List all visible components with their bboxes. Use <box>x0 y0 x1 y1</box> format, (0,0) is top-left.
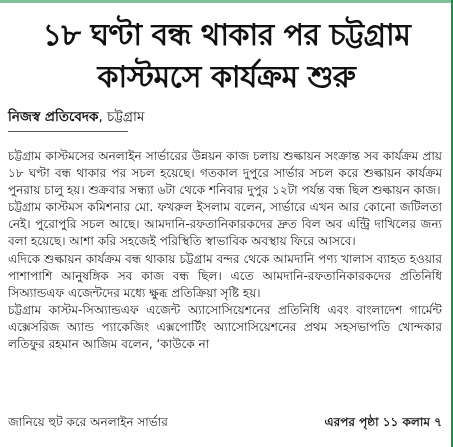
paragraph-3: এদিকে শুল্কায়ন কার্যক্রম বন্ধ থাকায় চট্টগ্রাম বন্দর থেকে আমদানি পণ্য খালাস ব্যাহত হওয়ার পাশাপাশি আনুষঙ্গিক সব কাজ বন্ধ ছিল। এতে আমদানি-রফতানিকারকদের প্রতিনিধি সিঅ্যান্ডএফ এজেন্টদের মধ্যে ক্ষুব্ধ প্রতিক্রিয়া সৃষ্টি হয়। <box>8 251 442 300</box>
paragraph-1: চট্টগ্রাম কাস্টমসের অনলাইন সার্ভারের উন্নয়ন কাজ চলায় শুল্কায়ন সংক্রান্ত সব কার্যক্রম প্রায় ১৮ ঘণ্টা বন্ধ থাকার পর সচল হয়েছে। গতকাল দুপুরে সার্ভার সচল করে শুল্কায়ন কার্যক্রম পুনরায় চালু হয়। শুক্রবার সন্ধ্যা ৬টা থেকে শনিবার দুপুর ১২টা পর্যন্ত বন্ধ ছিল শুল্কায়ন কাজ। <box>8 149 442 198</box>
last-line-text: জানিয়ে হুট করে অনলাইন সার্ভার <box>8 415 168 429</box>
article-last-line <box>8 414 442 431</box>
headline-line-1: ১৮ ঘণ্টা বন্ধ থাকার পর চট্টগ্রাম <box>42 18 411 53</box>
headline-line-2: কাস্টমসে কার্যক্রম শুরু <box>97 60 356 95</box>
byline-reporter: নিজস্ব প্রতিবেদক <box>8 109 99 125</box>
byline-divider <box>8 131 128 132</box>
top-divider <box>0 0 453 3</box>
byline-location: , চট্টগ্রাম <box>98 109 145 125</box>
paragraph-2: চট্টগ্রাম কাস্টমস কমিশনার মো. ফখরুল ইসলাম বলেন, সার্ভারে এখন আর কোনো জটিলতা নেই। পুরোপুরি সচল আছে। আমদানি-রফতানিকারকদের দ্রুত বিল অব এন্ট্রি দাখিলের জন্য বলা হয়েছে। আশা করি সহজেই পরিস্থিতি স্বাভাবিক অবস্থায় ফিরে আসবে। <box>8 200 442 249</box>
article-body <box>8 148 442 353</box>
byline <box>8 108 144 126</box>
continuation-note: এরপর পৃষ্ঠা ১১ কলাম ৭ <box>324 415 442 429</box>
paragraph-4: চট্টগ্রাম কাস্টম-সিঅ্যান্ডএফ এজেন্ট অ্যাসোসিয়েশনের প্রতিনিধি এবং বাংলাদেশ গার্মেন্ট এক্সেসরিজ অ্যান্ড প্যাকেজিং এক্সপোর্টিং অ্যাসোসিয়েশনের প্রথম সহসভাপতি খোন্দকার লতিফুর রহমান আজিম বলেন, ‘কাউকে না <box>8 302 442 352</box>
